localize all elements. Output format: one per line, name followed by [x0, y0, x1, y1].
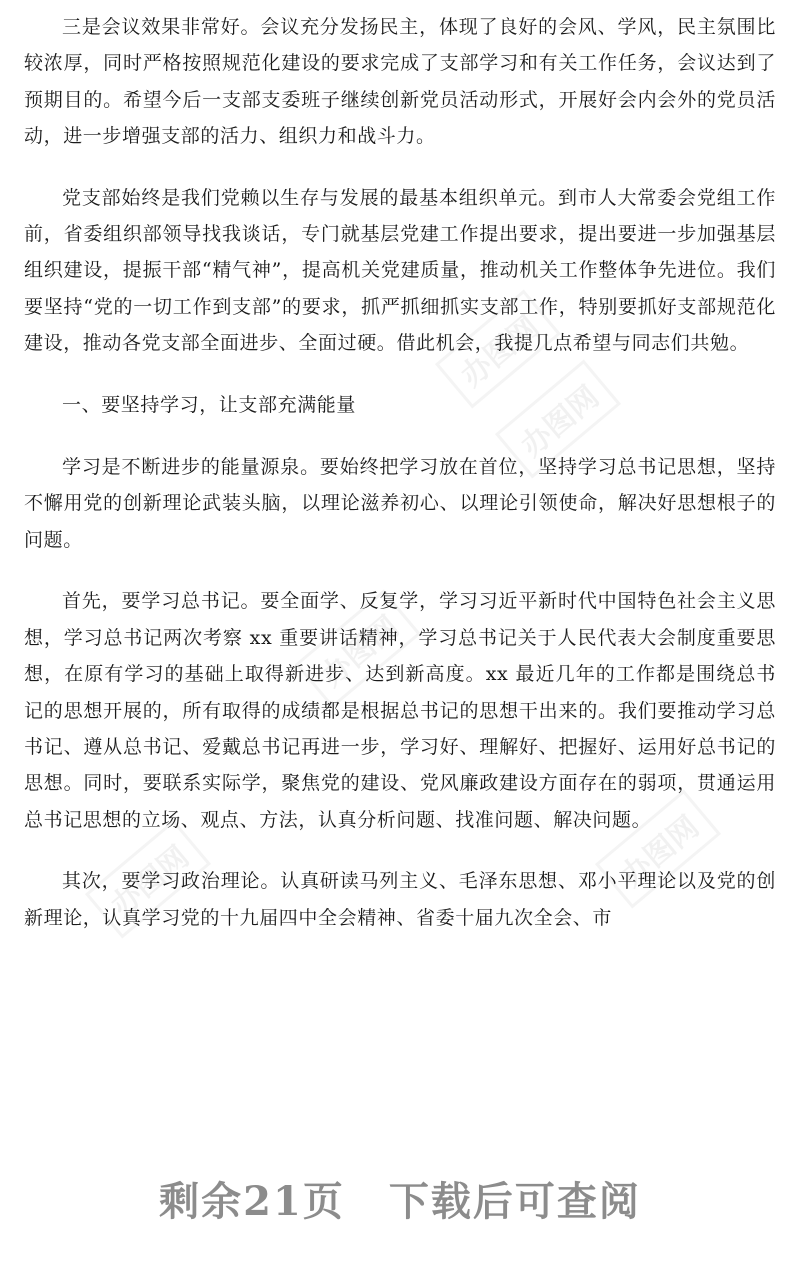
- paragraph-second-study: 其次，要学习政治理论。认真研读马列主义、毛泽东思想、邓小平理论以及党的创新理论，认真学习党的十九届四中全会精神、省委十届九次全会、市: [24, 870, 776, 929]
- remaining-pages-label: 剩余21页: [159, 1178, 345, 1225]
- paragraph-party-branch: 党支部始终是我们党赖以生存与发展的最基本组织单元。到市人大常委会党组工作前，省委组织部领导找我谈话，专门就基层党建工作提出要求，提出要进一步加强基层组织建设，提振干部“精气神”，提高机关党建质量，推动机关工作整体争先进位。我们要坚持“党的一切工作到支部”的要求，抓严抓细抓实支部工作，特别要抓好支部规范化建设，推动各党支部全面进步、全面过硬。借此机会，我提几点希望与同志们共勉。: [24, 186, 776, 355]
- watermark: 办图网: [595, 790, 721, 909]
- document-body: [24, 9, 776, 961]
- paragraph-first-study: 首先，要学习总书记。要全面学、反复学，学习习近平新时代中国特色社会主义思想，学习总书记两次考察 xx 重要讲话精神，学习总书记关于人民代表大会制度重要思想，在原有学习的基础上取得新进步、达到新高度。xx 最近几年的工作都是围绕总书记的思想开展的，所有取得的成绩都是根据总书记的思想干出来的。我们要推动学习总书记、遵从总书记、爱戴总书记再进一步，学习好、理解好、把握好、运用好总书记的思想。同时，要联系实际学，聚焦党的建设、党风廉政建设方面存在的弱项，贯通运用总书记思想的立场、观点、方法，认真分析问题、找准问题、解决问题。: [24, 590, 776, 831]
- section-heading: 一、要坚持学习，让支部充满能量: [62, 393, 357, 416]
- watermark: 办图网: [295, 590, 421, 709]
- paragraph-study-energy: 学习是不断进步的能量源泉。要始终把学习放在首位，坚持学习总书记思想，坚持不懈用党的创新理论武装头脑，以理论滋养初心、以理论引领使命，解决好思想根子的问题。: [24, 456, 776, 551]
- paragraph-meeting-effect: 三是会议效果非常好。会议充分发扬民主，体现了良好的会风、学风，民主氛围比较浓厚，同时严格按照规范化建设的要求完成了支部学习和有关工作任务，会议达到了预期目的。希望今后一支部支委班子继续创新党员活动形式，开展好会内会外的党员活动，进一步增强支部的活力、组织力和战斗力。: [24, 16, 776, 148]
- watermark: 办图网: [435, 290, 561, 409]
- download-banner: [0, 1170, 800, 1227]
- watermark: 办图网: [495, 360, 621, 479]
- watermark: 办图网: [85, 820, 211, 939]
- download-hint-label: 下载后可查阅: [388, 1178, 641, 1225]
